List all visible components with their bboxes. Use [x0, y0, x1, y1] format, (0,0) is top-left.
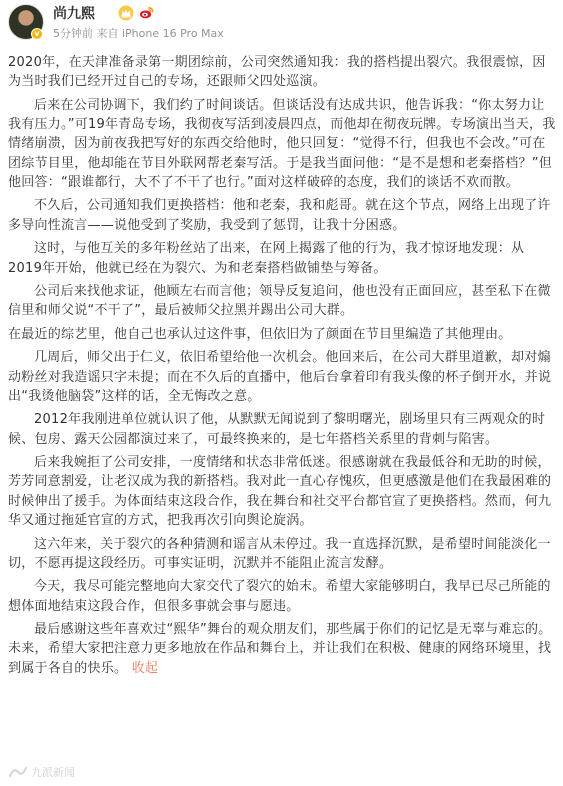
post-body	[8, 53, 556, 682]
crown-icon[interactable]	[118, 5, 134, 21]
paragraph: 今天，我尽可能完整地向大家交代了裂穴的始末。希望大家能够明白，我早已尽己所能的想体面地结束这段合作，但很多事就会事与愿违。	[8, 579, 551, 614]
verified-badge-icon: v	[31, 28, 43, 40]
author-name[interactable]: 尚九熙	[53, 6, 95, 22]
paragraph-last	[8, 620, 556, 678]
watermark	[8, 764, 75, 780]
paragraph: 这六年来，关于裂穴的各种猜测和谣言从未停过。我一直选择沉默，是希望时间能淡化一切，不愿再提这段经历。可事实证明，沉默并不能阻止流言发酵。	[8, 536, 551, 571]
paragraph: 2020年，在天津准备录第一期团综前，公司突然通知我：我的搭档提出裂穴。我很震惊，因为当时我们已经开过自己的专场，还跟师父四处巡演。	[8, 55, 546, 90]
watermark-text: 九派新闻	[31, 766, 75, 779]
collapse-link[interactable]: 收起	[131, 660, 159, 676]
paragraph: 后来我婉拒了公司安排，一度情绪和状态非常低迷。很感谢就在我最低谷和无助的时候，芳芳同意割爱，让老汉成为我的新搭档。我对此一直心存愧疚，但更感激是他们在我最困难的时候伸出了援手。为体面结束这段合作，我在舞台和社交平台都官宣了更换搭档。然而，何九华又通过拖延官宣的方式，把我再次引向舆论旋涡。	[8, 455, 552, 529]
paragraph-last-text: 最后感谢这些年喜欢过“熙华”舞台的观众朋友们，那些属于你们的记忆是无辜与难忘的。未来，希望大家把注意力更多地放在作品和舞台上，并让我们在积极、健康的网络环境里，找到属于各自的快乐。	[8, 622, 552, 676]
weibo-icon[interactable]	[139, 5, 154, 20]
paragraph: 这时，与他互关的多年粉丝站了出来，在网上揭露了他的行为，我才惊讶地发现：从2019年开始，他就已经在为裂穴、为和老秦搭档做铺垫与筹备。	[8, 241, 525, 276]
watermark-logo-icon	[8, 765, 28, 779]
paragraph: 几周后，师父出于仁义，依旧希望给他一次机会。他回来后，在公司大群里道歉，却对煽动粉丝对我造谣只字未提；而在不久后的直播中，他后台拿着印有我头像的杯子倒开水，并说出“我烫他脑袋”这样的话，全无悔改之意。	[8, 350, 552, 404]
paragraph: 2012年我刚进单位就认识了他，从默默无闻说到了黎明曙光，剧场里只有三两观众的时候、包房、露天公园都演过来了，可最终换来的，是七年搭档关系里的背刺与陷害。	[8, 412, 546, 447]
paragraph: 后来在公司协调下，我们约了时间谈话。但谈话没有达成共识，他告诉我：“你太努力让我有压力。”可19年青岛专场，我彻夜写活到凌晨四点，而他却在彻夜玩牌。专场演出当天，我情绪崩溃，因为前夜我把写好的东西交给他时，他只回复：“觉得不行，但我也不会改。”可在团综节目里，他却能在节目外联网帮老秦写活。于是我当面问他：“是不是想和老秦搭档？”但他回答：“跟谁都行，大不了不干了也行。”面对这样破碎的态度，我们的谈话不欢而散。	[8, 97, 556, 190]
post-header	[0, 0, 563, 46]
post-meta: 5分钟前 来自 iPhone 16 Pro Max	[53, 27, 224, 40]
paragraph: 不久后，公司通知我们更换搭档：他和老秦，我和彪哥。就在这个节点，网络上出现了许多导向性流言——说他受到了奖励，我受到了惩罚，让我十分困惑。	[8, 198, 551, 233]
paragraph: 公司后来找他求证，他顾左右而言他；领导反复追问，他也没有正面回应，甚至私下在微信里和师父说“不干了”，最后被师父拉黑并踢出公司大群。	[8, 284, 551, 319]
paragraph: 在最近的综艺里，他自己也承认过这件事，但依旧为了颜面在节目里编造了其他理由。	[8, 326, 512, 342]
